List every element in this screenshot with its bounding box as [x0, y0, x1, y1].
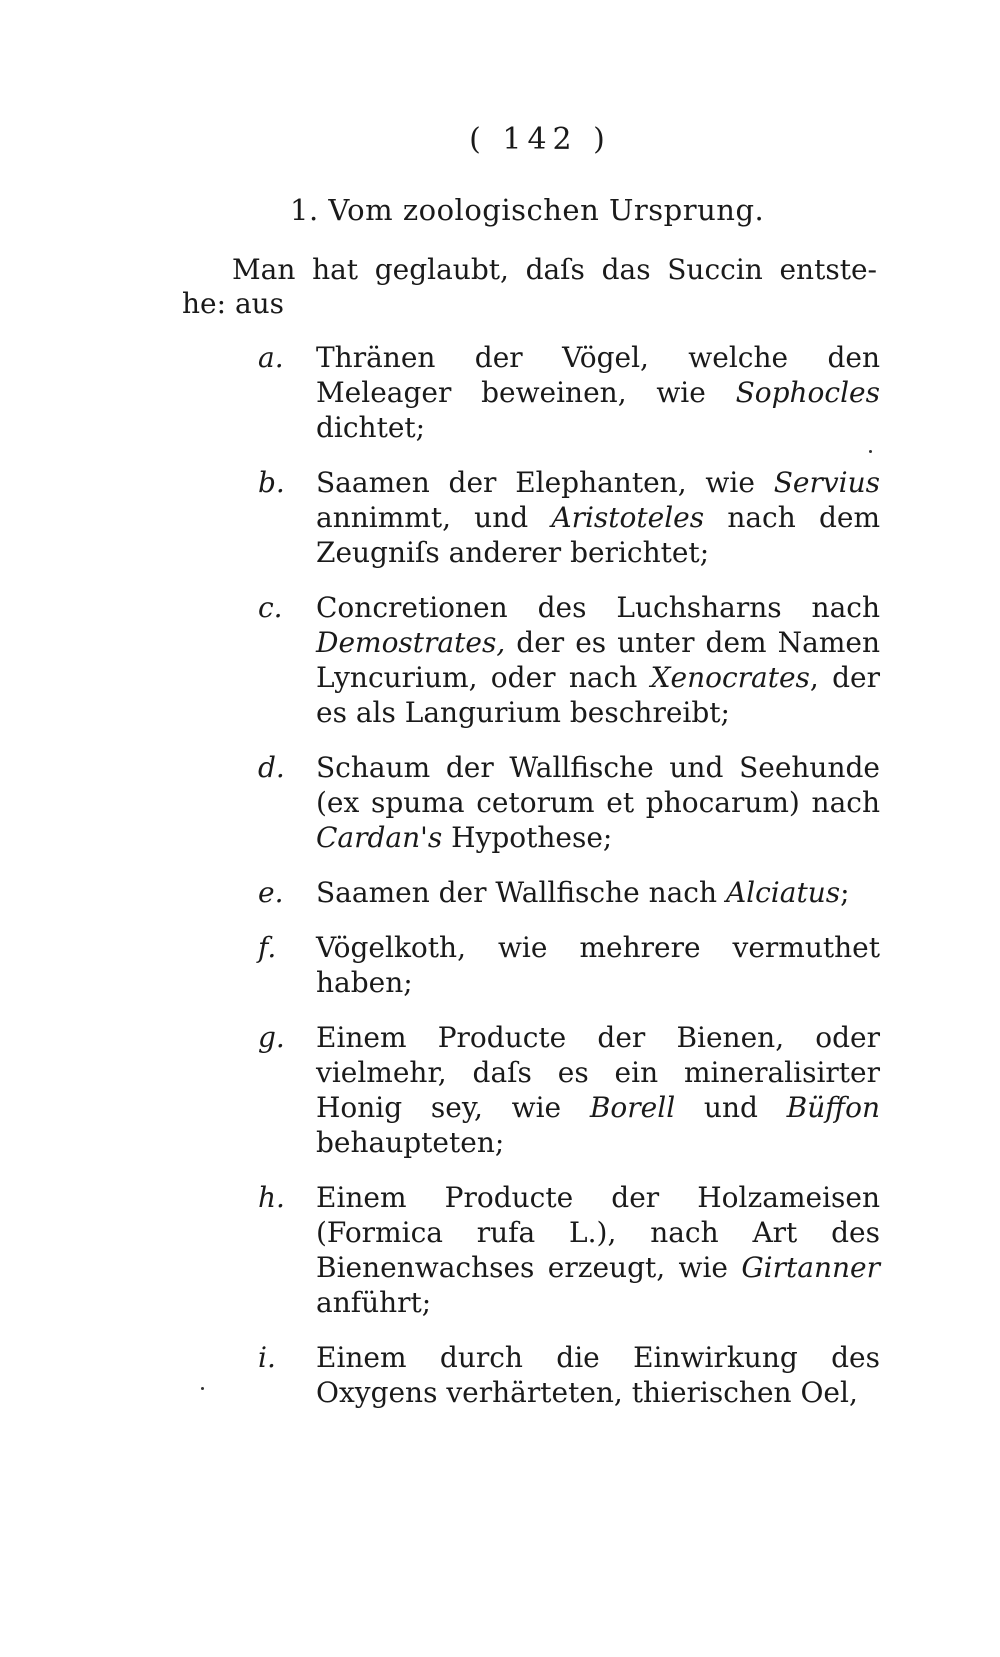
list-item — [258, 1340, 880, 1410]
list-item — [258, 1020, 880, 1160]
cited-name: Aristoteles — [551, 501, 705, 534]
item-text: Einem Producte der Bienen, oder vielmehr, daſs es ein mineralisirter Honig sey, wie — [316, 1021, 880, 1124]
item-text: Concretionen des Luchsharns nach — [316, 591, 880, 624]
cited-name: Büffon — [786, 1091, 880, 1124]
item-text: Einem durch die Einwirkung des Oxygens verhärteten, thierischen Oel, — [316, 1341, 880, 1409]
item-text: dichtet; — [316, 411, 426, 444]
list-item-marker: h. — [258, 1181, 285, 1214]
list-item-marker: g. — [258, 1021, 285, 1054]
list-item-marker: b. — [258, 466, 285, 499]
item-text: und — [675, 1091, 787, 1124]
item-text: behaupteten; — [316, 1126, 505, 1159]
list-item — [258, 875, 880, 910]
list-item — [258, 1180, 880, 1320]
item-text: der es unter dem Namen Lyncurium, oder nach — [316, 626, 880, 694]
item-text: annimmt, und — [316, 501, 552, 534]
item-text: ; — [840, 876, 850, 909]
list-item — [258, 930, 880, 1000]
list-item-marker: f. — [258, 931, 277, 964]
cited-name: Borell — [589, 1091, 676, 1124]
cited-name: Xenocrates — [650, 661, 810, 694]
item-text: Schaum der Wallfische und Seehunde (ex spuma cetorum et phocarum) nach — [316, 751, 880, 819]
item-text: Vögelkoth, wie mehrere vermuthet haben; — [316, 931, 880, 999]
list-item — [258, 590, 880, 730]
list-item-marker: e. — [258, 876, 284, 909]
list-item-marker: c. — [258, 591, 283, 624]
intro-line-1: Man hat geglaubt, daſs das Succin entste- — [232, 253, 877, 286]
print-speck — [201, 1387, 204, 1390]
cited-name: Alciatus — [725, 876, 841, 909]
print-speck — [869, 450, 872, 453]
item-text: anführt; — [316, 1286, 432, 1319]
list-item — [258, 750, 880, 855]
list-item — [258, 465, 880, 570]
intro-paragraph — [182, 253, 877, 321]
cited-name: Sophocles — [735, 376, 880, 409]
item-text: Saamen der Wallfische nach — [316, 876, 726, 909]
item-text: Thränen der Vögel, welche den Meleager beweinen, wie — [316, 341, 880, 409]
origin-list — [258, 340, 880, 1430]
item-text: , der es als Langurium beschreibt; — [316, 661, 880, 729]
cited-name: Girtanner — [741, 1251, 880, 1284]
cited-name: Cardan's — [316, 821, 443, 854]
list-item-marker: a. — [258, 341, 284, 374]
item-text: Saamen der Elephanten, wie — [316, 466, 774, 499]
section-heading: 1. Vom zoologischen Ursprung. — [290, 193, 765, 227]
list-item-marker: d. — [258, 751, 285, 784]
item-text: nach dem Zeugniſs anderer berichtet; — [316, 501, 880, 569]
list-item-marker: i. — [258, 1341, 276, 1374]
list-item — [258, 340, 880, 445]
item-text: Hypothese; — [442, 821, 613, 854]
cited-name: Servius — [773, 466, 880, 499]
intro-line-2: he: aus — [182, 287, 285, 320]
cited-name: Demostrates, — [316, 626, 506, 659]
item-text: Einem Producte der Holzameisen (Formica rufa L.), nach Art des Bienenwachses erzeugt, wie — [316, 1181, 880, 1284]
page-number: ( 142 ) — [469, 122, 611, 157]
